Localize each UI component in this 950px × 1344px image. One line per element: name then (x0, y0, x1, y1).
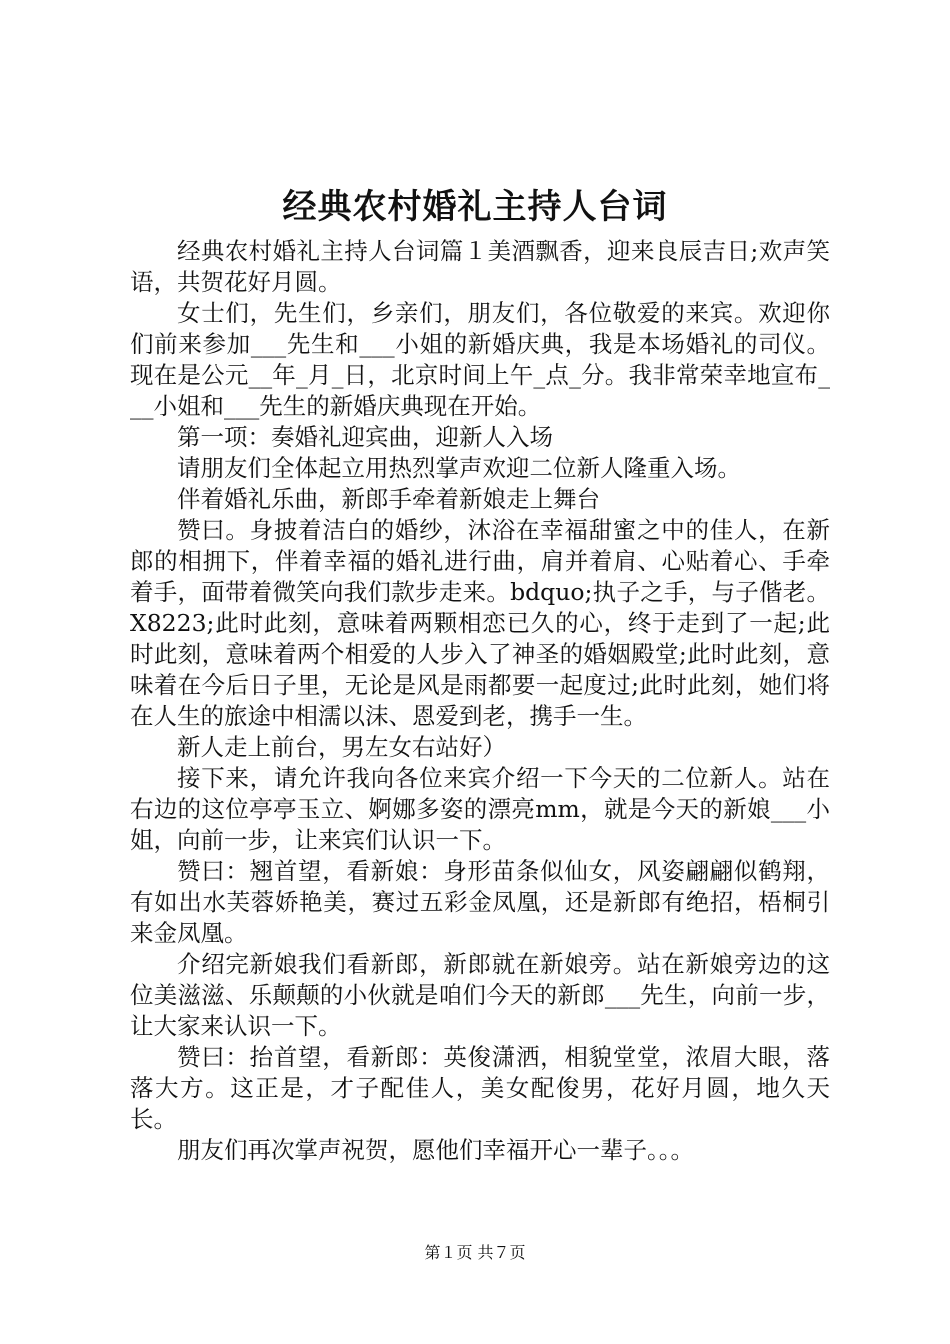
paragraph: 第一项：奏婚礼迎宾曲，迎新人入场 (177, 423, 553, 451)
document-title: 经典农村婚礼主持人台词 (282, 187, 668, 227)
paragraph: 朋友们再次掌声祝贺，愿他们幸福开心一辈子。。。 (177, 1136, 694, 1164)
paragraph: 赞曰：翘首望，看新娘：身形苗条似仙女，风姿翩翩似鹤翔，有如出水芙蓉娇艳美，赛过五彩金凤凰，还是新郎有绝招，梧桐引来金凤凰。 (130, 857, 830, 947)
paragraph: 新人走上前台，男左女右站好） (177, 733, 506, 761)
document-body (130, 236, 830, 1166)
paragraph: 请朋友们全体起立用热烈掌声欢迎二位新人隆重入场。 (177, 454, 741, 482)
paragraph: 接下来，请允许我向各位来宾介绍一下今天的二位新人。站在右边的这位亭亭玉立、婀娜多姿的漂亮mm，就是今天的新娘___小姐，向前一步，让来宾们认识一下。 (130, 764, 830, 854)
paragraph: 赞曰：抬首望，看新郎：英俊潇洒，相貌堂堂，浓眉大眼，落落大方。这正是，才子配佳人，美女配俊男，花好月圆，地久天长。 (130, 1043, 830, 1133)
paragraph: 经典农村婚礼主持人台词篇１美酒飘香，迎来良辰吉日;欢声笑语，共贺花好月圆。 (130, 237, 830, 296)
paragraph: 介绍完新娘我们看新郎，新郎就在新娘旁。站在新娘旁边的这位美滋滋、乐颠颠的小伙就是咱们今天的新郎___先生，向前一步，让大家来认识一下。 (130, 950, 830, 1040)
paragraph: 女士们，先生们，乡亲们，朋友们，各位敬爱的来宾。欢迎你们前来参加___先生和___小姐的新婚庆典，我是本场婚礼的司仪。现在是公元__年_月_日，北京时间上午_点_分。我非常荣幸地宣布___小姐和___先生的新婚庆典现在开始。 (130, 299, 830, 420)
paragraph: 伴着婚礼乐曲，新郎手牵着新娘走上舞台 (177, 485, 600, 513)
page-footer: 第１页 共７页 (424, 1243, 526, 1262)
paragraph: 赞曰。身披着洁白的婚纱，沐浴在幸福甜蜜之中的佳人，在新郎的相拥下，伴着幸福的婚礼进行曲，肩并着肩、心贴着心、手牵着手，面带着微笑向我们款步走来。bdquo;执子之手，与子偕老。X8223;此时此刻，意味着两颗相恋已久的心，终于走到了一起;此时此刻，意味着两个相爱的人步入了神圣的婚姻殿堂;此时此刻，意味着在今后日子里，无论是风是雨都要一起度过;此时此刻，她们将在人生的旅途中相濡以沫、恩爱到老，携手一生。 (130, 516, 830, 730)
